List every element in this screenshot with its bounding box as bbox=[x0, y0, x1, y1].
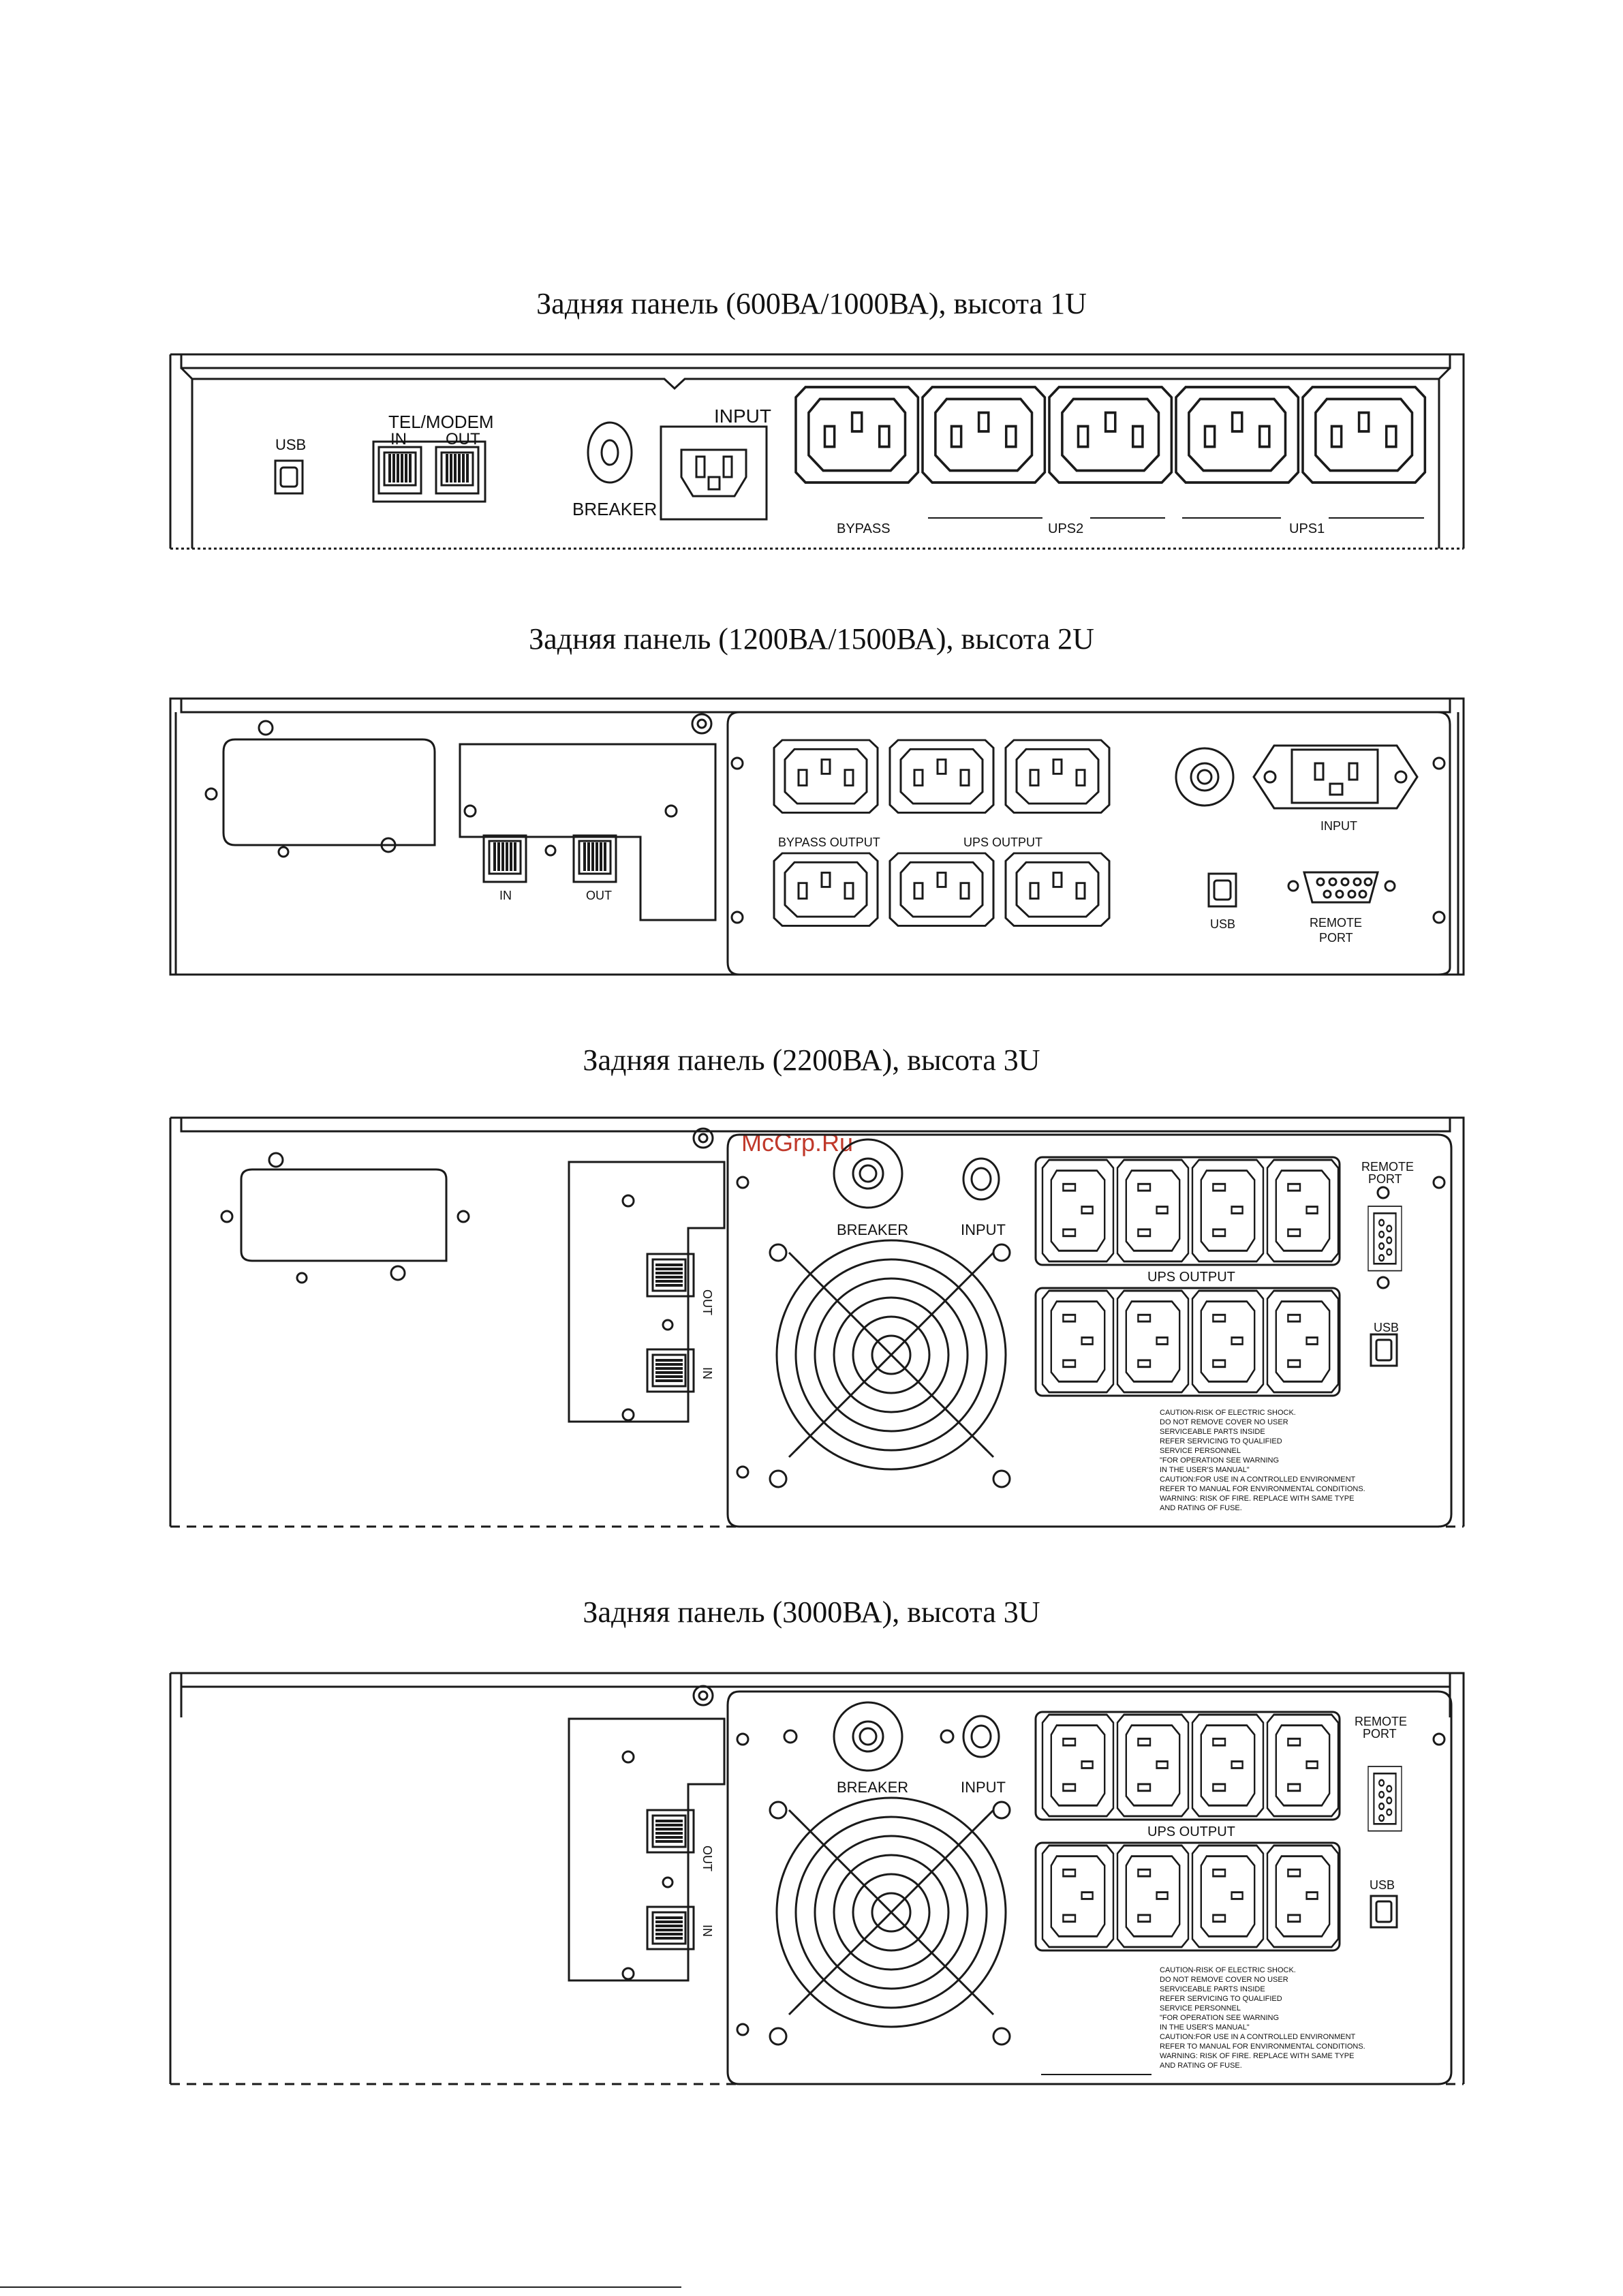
p3-in-label: IN bbox=[700, 1367, 714, 1379]
panel-1-title: Задняя панель (600ВА/1000ВА), высота 1U bbox=[536, 287, 1087, 320]
ups2-outlet-1-icon bbox=[923, 387, 1045, 483]
p4-usb-label: USB bbox=[1370, 1878, 1395, 1892]
usb-port-icon bbox=[1371, 1334, 1397, 1366]
panel-4-diagram bbox=[170, 1673, 1464, 2084]
p3-port-label: PORT bbox=[1368, 1172, 1402, 1186]
ups-output-outlet-7-icon bbox=[1192, 1846, 1263, 1947]
network-in-jack-icon bbox=[647, 1907, 694, 1949]
remote-port-db9-icon bbox=[1288, 872, 1395, 902]
svg-text:DO NOT REMOVE COVER NO USER: DO NOT REMOVE COVER NO USER bbox=[1160, 1976, 1288, 1984]
p4-caution-text bbox=[1160, 1966, 1365, 2070]
svg-text:CAUTION:FOR USE IN A CONTROLLE: CAUTION:FOR USE IN A CONTROLLED ENVIRONMENT bbox=[1160, 2033, 1356, 2041]
ups1-outlet-2-icon bbox=[1303, 387, 1425, 483]
p4-remote-label: REMOTE bbox=[1355, 1715, 1408, 1728]
tel-modem-out-jack-icon bbox=[436, 447, 478, 493]
bypass-output-outlet-2-icon bbox=[774, 853, 878, 925]
remote-port-db9-icon bbox=[1368, 1766, 1402, 1831]
p1-ups2-label: UPS2 bbox=[1048, 521, 1084, 536]
ups-output-outlet-1-icon bbox=[1042, 1715, 1113, 1816]
panel-1-diagram bbox=[170, 354, 1464, 549]
p3-usb-label: USB bbox=[1374, 1321, 1400, 1334]
network-in-jack-icon bbox=[484, 836, 526, 882]
svg-text:WARNING: RISK OF FIRE. REPLACE: WARNING: RISK OF FIRE. REPLACE WITH SAME TYPE bbox=[1160, 2052, 1355, 2060]
usb-port-icon bbox=[1209, 874, 1236, 906]
watermark: McGrp.Ru bbox=[741, 1129, 854, 1157]
p3-remote-label: REMOTE bbox=[1361, 1160, 1415, 1174]
p4-port-label: PORT bbox=[1363, 1727, 1397, 1741]
ups-output-outlet-4-icon bbox=[1267, 1715, 1338, 1816]
p2-in-label: IN bbox=[499, 889, 512, 902]
p2-bypass-output-label: BYPASS OUTPUT bbox=[778, 836, 880, 849]
network-out-jack-icon bbox=[647, 1810, 694, 1852]
svg-text:REFER SERVICING TO QUALIFIED: REFER SERVICING TO QUALIFIED bbox=[1160, 1995, 1282, 2003]
p3-ups-output-label: UPS OUTPUT bbox=[1147, 1270, 1235, 1285]
remote-port-db9-icon bbox=[1368, 1206, 1402, 1271]
breaker-icon bbox=[834, 1139, 902, 1208]
breaker-icon bbox=[588, 423, 632, 483]
tel-modem-in-jack-icon bbox=[379, 447, 421, 493]
panel-2-title: Задняя панель (1200ВА/1500ВА), высота 2U bbox=[529, 622, 1094, 656]
p3-out-label: OUT bbox=[700, 1289, 714, 1315]
p4-breaker-label: BREAKER bbox=[837, 1779, 909, 1796]
input-socket-icon bbox=[661, 427, 767, 519]
ups-output-outlet-3-icon bbox=[1192, 1160, 1263, 1261]
svg-text:DO NOT REMOVE COVER NO USER: DO NOT REMOVE COVER NO USER bbox=[1160, 1418, 1288, 1426]
network-out-jack-icon bbox=[647, 1254, 694, 1296]
p3-caution-text bbox=[1160, 1409, 1365, 1512]
svg-text:SERVICE PERSONNEL: SERVICE PERSONNEL bbox=[1160, 2004, 1241, 2012]
ups-output-outlet-2-icon bbox=[1117, 1715, 1188, 1816]
input-socket-icon bbox=[963, 1716, 999, 1757]
p2-out-label: OUT bbox=[586, 889, 612, 902]
bypass-outlet-icon bbox=[796, 387, 918, 483]
p1-usb-label: USB bbox=[275, 436, 307, 453]
bypass-output-outlet-icon bbox=[774, 740, 878, 812]
input-socket-icon bbox=[1254, 746, 1417, 808]
p1-tel-modem-label: TEL/MODEM bbox=[388, 412, 494, 432]
network-in-jack-icon bbox=[647, 1349, 694, 1392]
p1-in-label: IN bbox=[390, 430, 407, 448]
p4-ups-output-label: UPS OUTPUT bbox=[1147, 1824, 1235, 1839]
ups-output-outlet-7-icon bbox=[1192, 1291, 1263, 1392]
ups-output-outlet-2-icon bbox=[1006, 740, 1109, 812]
ups-output-outlet-2-icon bbox=[1117, 1160, 1188, 1261]
p1-ups1-label: UPS1 bbox=[1289, 521, 1325, 536]
p3-input-label: INPUT bbox=[961, 1221, 1006, 1238]
ups-output-outlet-8-icon bbox=[1267, 1291, 1338, 1392]
ups-output-outlet-6-icon bbox=[1117, 1846, 1188, 1947]
ups-output-outlet-4-icon bbox=[1267, 1160, 1338, 1261]
svg-text:SERVICEABLE PARTS INSIDE: SERVICEABLE PARTS INSIDE bbox=[1160, 1985, 1265, 1993]
usb-port-icon bbox=[275, 461, 303, 493]
svg-text:IN THE USER'S MANUAL": IN THE USER'S MANUAL" bbox=[1160, 1466, 1250, 1474]
svg-text:AND RATING OF FUSE.: AND RATING OF FUSE. bbox=[1160, 2062, 1242, 2070]
usb-port-icon bbox=[1371, 1896, 1397, 1927]
ups-output-outlet-5-icon bbox=[1042, 1291, 1113, 1392]
panel-3-diagram bbox=[170, 1118, 1464, 1527]
p2-port-label: PORT bbox=[1319, 931, 1353, 945]
ups-output-outlet-1-icon bbox=[890, 740, 993, 812]
svg-text:SERVICEABLE PARTS INSIDE: SERVICEABLE PARTS INSIDE bbox=[1160, 1428, 1265, 1436]
p1-out-label: OUT bbox=[446, 430, 480, 448]
svg-text:REFER SERVICING TO QUALIFIED: REFER SERVICING TO QUALIFIED bbox=[1160, 1437, 1282, 1445]
svg-text:"FOR OPERATION SEE WARNING: "FOR OPERATION SEE WARNING bbox=[1160, 1456, 1280, 1465]
ups1-outlet-1-icon bbox=[1176, 387, 1298, 483]
ups-output-outlet-8-icon bbox=[1267, 1846, 1338, 1947]
panel-4-title: Задняя панель (3000ВА), высота 3U bbox=[583, 1595, 1040, 1629]
p1-breaker-label: BREAKER bbox=[572, 499, 658, 519]
p2-ups-output-label: UPS OUTPUT bbox=[963, 836, 1043, 849]
network-out-jack-icon bbox=[574, 836, 616, 882]
input-socket-icon bbox=[963, 1159, 999, 1199]
ups-output-outlet-3-icon bbox=[1192, 1715, 1263, 1816]
svg-text:"FOR OPERATION SEE WARNING: "FOR OPERATION SEE WARNING bbox=[1160, 2014, 1280, 2022]
ups-output-outlet-3-icon bbox=[890, 853, 993, 925]
p3-breaker-label: BREAKER bbox=[837, 1221, 909, 1238]
p1-input-label: INPUT bbox=[714, 405, 771, 427]
svg-text:REFER TO MANUAL FOR ENVIRONMEN: REFER TO MANUAL FOR ENVIRONMENTAL CONDITIONS. bbox=[1160, 2042, 1365, 2051]
svg-text:IN THE USER'S MANUAL": IN THE USER'S MANUAL" bbox=[1160, 2023, 1250, 2032]
ups-output-outlet-1-icon bbox=[1042, 1160, 1113, 1261]
p4-input-label: INPUT bbox=[961, 1779, 1006, 1796]
svg-text:SERVICE PERSONNEL: SERVICE PERSONNEL bbox=[1160, 1447, 1241, 1455]
svg-text:REFER TO MANUAL FOR ENVIRONMEN: REFER TO MANUAL FOR ENVIRONMENTAL CONDITIONS. bbox=[1160, 1485, 1365, 1493]
breaker-icon bbox=[834, 1702, 902, 1771]
p1-bypass-label: BYPASS bbox=[837, 521, 891, 536]
panel-3-title: Задняя панель (2200ВА), высота 3U bbox=[583, 1043, 1040, 1077]
p2-usb-label: USB bbox=[1210, 917, 1236, 931]
p4-in-label: IN bbox=[700, 1925, 714, 1937]
svg-text:CAUTION:FOR USE IN A CONTROLLE: CAUTION:FOR USE IN A CONTROLLED ENVIRONMENT bbox=[1160, 1475, 1356, 1484]
svg-text:WARNING: RISK OF FIRE. REPLACE: WARNING: RISK OF FIRE. REPLACE WITH SAME TYPE bbox=[1160, 1495, 1355, 1503]
ups-output-outlet-5-icon bbox=[1042, 1846, 1113, 1947]
ups2-outlet-2-icon bbox=[1049, 387, 1171, 483]
p2-input-label: INPUT bbox=[1320, 819, 1357, 833]
svg-text:AND RATING OF FUSE.: AND RATING OF FUSE. bbox=[1160, 1504, 1242, 1512]
fan-guard-icon bbox=[777, 1240, 1006, 1469]
breaker-icon bbox=[1176, 748, 1233, 806]
p2-remote-label: REMOTE bbox=[1310, 916, 1363, 930]
svg-text:CAUTION-RISK OF ELECTRIC SHOCK: CAUTION-RISK OF ELECTRIC SHOCK. bbox=[1160, 1966, 1296, 1974]
svg-text:CAUTION-RISK OF ELECTRIC SHOCK: CAUTION-RISK OF ELECTRIC SHOCK. bbox=[1160, 1409, 1296, 1417]
p4-out-label: OUT bbox=[700, 1846, 714, 1871]
ups-output-outlet-6-icon bbox=[1117, 1291, 1188, 1392]
fan-guard-icon bbox=[777, 1798, 1006, 2027]
ups-output-outlet-4-icon bbox=[1006, 853, 1109, 925]
